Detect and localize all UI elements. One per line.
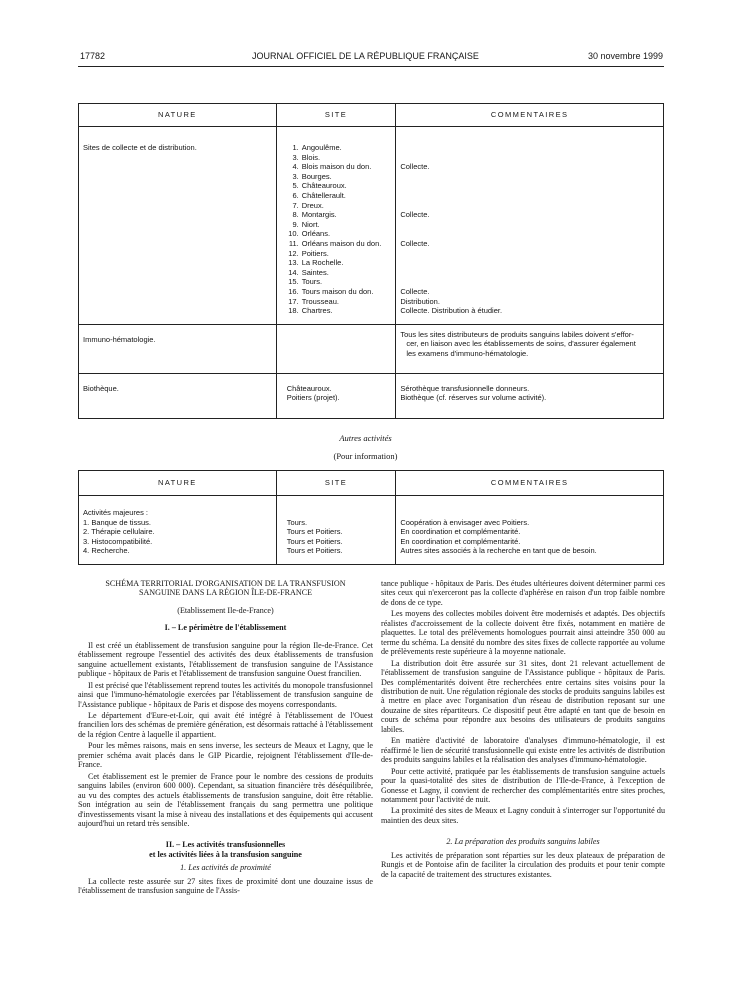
col-header-nature: NATURE	[79, 471, 277, 496]
header-rule	[78, 66, 664, 67]
comment-line: cer, en liaison avec les établissements de soins, d'assurer également	[406, 339, 636, 349]
spacer	[78, 615, 373, 623]
site-list-item	[287, 220, 392, 230]
site-number: 13.	[288, 258, 299, 268]
site-name: La Rochelle.	[301, 258, 344, 268]
nature-immuno: Immuno-hématologie.	[79, 324, 277, 373]
comment-line: Tous les sites distributeurs de produits sanguins labiles doivent s'effor-	[400, 329, 634, 339]
site-name: Tours.	[301, 277, 323, 287]
site-list-item	[287, 258, 392, 268]
site-list-item	[287, 306, 392, 316]
spacer	[78, 598, 373, 606]
site-biotheque	[276, 373, 396, 418]
page-number: 17782	[80, 51, 106, 61]
site-list-item	[287, 153, 392, 163]
site-list-item	[287, 239, 392, 249]
site-number: 9.	[292, 219, 299, 229]
site-number: 18.	[288, 306, 299, 316]
site-list-item	[287, 268, 392, 278]
site-comment	[400, 143, 659, 153]
paragraph: Cet établissement est le premier de France pour le nombre des cessions de produits sanguins labiles (environ 600 000). Cependant, sa situation financière très déséquilibrée, au vu des comptes des actuels établissements de transfusion sanguine, doit être rétablie. Son intégration au sein de l'établissement français du sang permettra une politique d'investissements visant la mise à niveau des installations et des équipements qui accusent aujourd'hui un retard très sensible.	[78, 771, 373, 828]
site-activites	[276, 496, 396, 565]
subsection-2-heading: 2. La préparation des produits sanguins labiles	[446, 837, 600, 847]
site-number: 6.	[292, 190, 299, 200]
site-name: Châteauroux.	[301, 181, 347, 191]
section-2-heading-line2: et les activités liées à la transfusion sanguine	[149, 849, 302, 859]
site-comment	[400, 201, 659, 211]
spacer	[78, 633, 373, 641]
comment-line: En coordination et complémentarité.	[400, 536, 521, 546]
site-name: Trousseau.	[301, 296, 339, 306]
site-comment: Distribution.	[400, 296, 440, 306]
site-number: 1.	[292, 143, 299, 152]
nature-biotheque: Biothèque.	[79, 373, 277, 418]
site-comment	[400, 258, 659, 268]
site-number: 11.	[288, 238, 299, 248]
site-number: 17.	[288, 296, 299, 306]
col-header-commentaires: COMMENTAIRES	[396, 104, 664, 127]
site-list-item	[287, 181, 392, 191]
schema-title-line1: SCHÉMA TERRITORIAL D'ORGANISATION DE LA TRANSFUSION	[105, 579, 346, 588]
site-immuno	[276, 324, 396, 373]
comment-line: Coopération à envisager avec Poitiers.	[400, 517, 530, 527]
site-list-item	[287, 287, 392, 297]
site-name: Orléans.	[301, 229, 331, 239]
site-name: Dreux.	[301, 200, 324, 210]
site-number: 16.	[288, 286, 299, 296]
autres-title: Autres activités	[339, 433, 392, 443]
paragraph: Les activités de préparation sont réparties sur les deux plateaux de préparation de Rungis et de Pontoise afin de faciliter la circulation des produits et pour tenir compte de la capacité de traitement des structures existantes.	[381, 850, 665, 879]
section-1-heading: I. – Le périmètre de l'établissement	[164, 623, 287, 633]
comment-line: En coordination et complémentarité.	[400, 527, 521, 537]
section-2-heading-line1: II. – Les activités transfusionnelles	[165, 840, 286, 850]
site-comment	[400, 229, 659, 239]
site-name: Saintes.	[301, 267, 329, 277]
site-list	[276, 127, 396, 325]
site-comment	[400, 268, 659, 278]
table-row-activites	[79, 496, 664, 565]
site-comment: Collecte.	[400, 210, 430, 220]
autres-subtitle: (Pour information)	[333, 451, 398, 461]
comment-activites	[396, 496, 664, 565]
site-name: Orléans maison du don.	[301, 238, 382, 248]
publication-date: 30 novembre 1999	[588, 51, 664, 61]
site-comment	[400, 172, 659, 182]
subsection-1-heading: 1. Les activités de proximité	[180, 863, 271, 873]
site-number: 15.	[288, 277, 299, 287]
journal-title: JOURNAL OFFICIEL DE LA RÉPUBLIQUE FRANÇAISE	[252, 51, 479, 61]
site-comment	[400, 277, 659, 287]
site-number: 4.	[292, 162, 299, 172]
site-name: Bourges.	[301, 171, 332, 181]
autres-table	[78, 470, 664, 565]
site-number: 12.	[288, 248, 299, 258]
nature-line: 3. Histocompatibilité.	[83, 536, 153, 546]
comment-line: Autres sites associés à la recherche en tant que de besoin.	[400, 546, 597, 556]
schema-subtitle: (Etablissement Ile-de-France)	[177, 605, 274, 615]
site-name: Blois.	[301, 152, 321, 162]
site-name: Montargis.	[301, 210, 337, 220]
right-column	[381, 579, 665, 881]
site-list-item	[287, 162, 392, 172]
site-list-item	[287, 210, 392, 220]
site-number: 3.	[292, 171, 299, 181]
nature-collecte: Sites de collecte et de distribution.	[79, 127, 277, 325]
site-number: 10.	[288, 229, 299, 239]
col-header-site: SITE	[276, 104, 396, 127]
site-list-item	[287, 229, 392, 239]
site-name: Blois maison du don.	[301, 162, 372, 172]
site-comment	[400, 191, 659, 201]
site-name: Angoulême.	[301, 143, 342, 152]
site-comment	[400, 249, 659, 259]
site-name: Poitiers.	[301, 248, 329, 258]
site-comment: Collecte.	[400, 238, 430, 248]
table-row-biotheque	[79, 373, 664, 418]
table-header-row	[79, 471, 664, 496]
comment-line: les examens d'immuno-hématologie.	[406, 348, 529, 358]
nature-activites	[79, 496, 277, 565]
site-name: Châtellerault.	[301, 190, 346, 200]
paragraph: Il est créé un établissement de transfusion sanguine pour la région Ile-de-France. Cet établissement regroupe l'essentiel des activités des deux établissements de transfusion sanguine actuellement existants, l'établissement de transfusion sanguine de l'Assistance publique - hôpitaux de Paris et l'établissement de transfusion sanguine Ouest francilien.	[78, 640, 373, 679]
paragraph: Il est précisé que l'établissement reprend toutes les activités du monopole transfusionnel ainsi que l'immuno-hématologie exercées par l'établissement de transfusion sanguine de l'Assistance publique - hôpitaux de Paris et dispose des moyens correspondants.	[78, 680, 373, 709]
site-line: Châteauroux.	[286, 383, 332, 393]
site-list-item	[287, 143, 392, 153]
site-list-item	[287, 297, 392, 307]
site-line: Tours et Poitiers.	[286, 536, 343, 546]
paragraph: Pour cette activité, pratiquée par les établissements de transfusion sanguine actuels pour la quasi-totalité des sites de distribution de l'Ile-de-France, à l'exception de Gonesse et Lagny, il convient de rechercher des complémentarités entre sites proches, notamment pour l'activité de nuit.	[381, 766, 665, 804]
site-comment: Collecte.	[400, 286, 430, 296]
site-name: Chartres.	[301, 306, 333, 316]
table-row-immuno	[79, 324, 664, 373]
site-list-item	[287, 172, 392, 182]
spacer	[78, 830, 373, 840]
paragraph: La collecte reste assurée sur 27 sites fixes de proximité dont une douzaine issus de l'établissement de transfusion sanguine de l'Assis-	[78, 876, 373, 896]
site-line: Tours et Poitiers.	[286, 527, 343, 537]
site-list-item	[287, 191, 392, 201]
spacer	[381, 827, 665, 837]
site-list-item	[287, 249, 392, 259]
site-comment	[400, 220, 659, 230]
table-header-row	[79, 104, 664, 127]
site-number: 8.	[292, 210, 299, 220]
nature-line: 2. Thérapie cellulaire.	[83, 527, 155, 537]
schema-title-line2: SANGUINE DANS LA RÉGION ÎLE-DE-FRANCE	[138, 588, 313, 598]
site-comment: Collecte. Distribution à étudier.	[400, 306, 503, 316]
site-list-item	[287, 277, 392, 287]
site-number: 14.	[288, 267, 299, 277]
comment-line: Biothèque (cf. réserves sur volume activité).	[400, 393, 547, 403]
col-header-site: SITE	[276, 471, 396, 496]
site-list-item	[287, 201, 392, 211]
site-comment: Collecte.	[400, 162, 430, 172]
site-line: Poitiers (projet).	[286, 393, 340, 403]
comment-biotheque	[396, 373, 664, 418]
site-name: Tours maison du don.	[301, 286, 374, 296]
site-comment	[400, 153, 659, 163]
site-line: Tours.	[286, 517, 308, 527]
comment-immuno	[396, 324, 664, 373]
paragraph: Pour les mêmes raisons, mais en sens inverse, les secteurs de Meaux et Lagny, que le premier schéma avait placés dans le GIP Picardie, rejoignent l'établissement d'Ile-de-France.	[78, 741, 373, 770]
paragraph: tance publique - hôpitaux de Paris. Des études ultérieures doivent déterminer parmi ces sites ceux qui n'exerceront pas la collecte d'aphérèse en raison d'un trop faible nombre de dons de ce type.	[381, 579, 665, 607]
activites-intro: Activités majeures :	[83, 508, 149, 517]
sites-table	[78, 103, 664, 419]
nature-line: 1. Banque de tissus.	[83, 517, 151, 527]
site-line: Tours et Poitiers.	[286, 546, 343, 556]
site-number: 3.	[292, 152, 299, 162]
comment-line: Sérothèque transfusionnelle donneurs.	[400, 383, 530, 393]
table-row-collecte	[79, 127, 664, 325]
paragraph: Les moyens des collectes mobiles doivent être modernisés et adaptés. Des objectifs réalistes d'accroissement de la collecte doivent être fixés, notamment en matière de plaquettes. Le total des prélèvements homologues pourrait ainsi atteindre 350 000 au terme du schéma. La densité du nombre des sites fixes de collecte rapportée au volume de prélèvements reste supérieure à la moyenne nationale.	[381, 609, 665, 657]
site-comment	[400, 181, 659, 191]
col-header-commentaires: COMMENTAIRES	[396, 471, 664, 496]
paragraph: La distribution doit être assurée sur 31 sites, dont 21 relevant actuellement de l'établissement de transfusion sanguine de l'Assistance publique - hôpitaux de Paris. Des complémentarités doivent être recherchées entre certains sites voisins pour la distribution de nuit. Une régulation régionale des stocks de produits sanguins labiles est à mettre en place avec l'organisation d'un réseau de distribution reposant sur une douzaine de sites répartiteurs. Ce dispositif peut être adapté en tant que de besoin en cours de schéma pour répondre aux besoins des utilisateurs de produits sanguins labiles.	[381, 658, 665, 734]
paragraph: En matière d'activité de laboratoire d'analyses d'immuno-hématologie, il est réaffirmé le lien de sécurité transfusionnelle qui existe entre les activités de distribution des produits sanguins labiles et la réalisation des analyses d'immuno-hématologie.	[381, 736, 665, 765]
comment-list	[396, 127, 664, 325]
left-column	[78, 579, 373, 898]
nature-line: 4. Recherche.	[83, 546, 130, 556]
site-number: 7.	[292, 200, 299, 210]
site-number: 5.	[292, 181, 299, 191]
site-name: Niort.	[301, 219, 320, 229]
paragraph: Le département d'Eure-et-Loir, qui avait été intégré à l'établissement de l'Ouest francilien lors des schémas de première génération, est désormais rattaché à l'établissement de la région Centre à laquelle il appartient.	[78, 710, 373, 739]
paragraph: La proximité des sites de Meaux et Lagny conduit à s'interroger sur l'opportunité du maintien des deux sites.	[381, 806, 665, 825]
col-header-nature: NATURE	[79, 104, 277, 127]
